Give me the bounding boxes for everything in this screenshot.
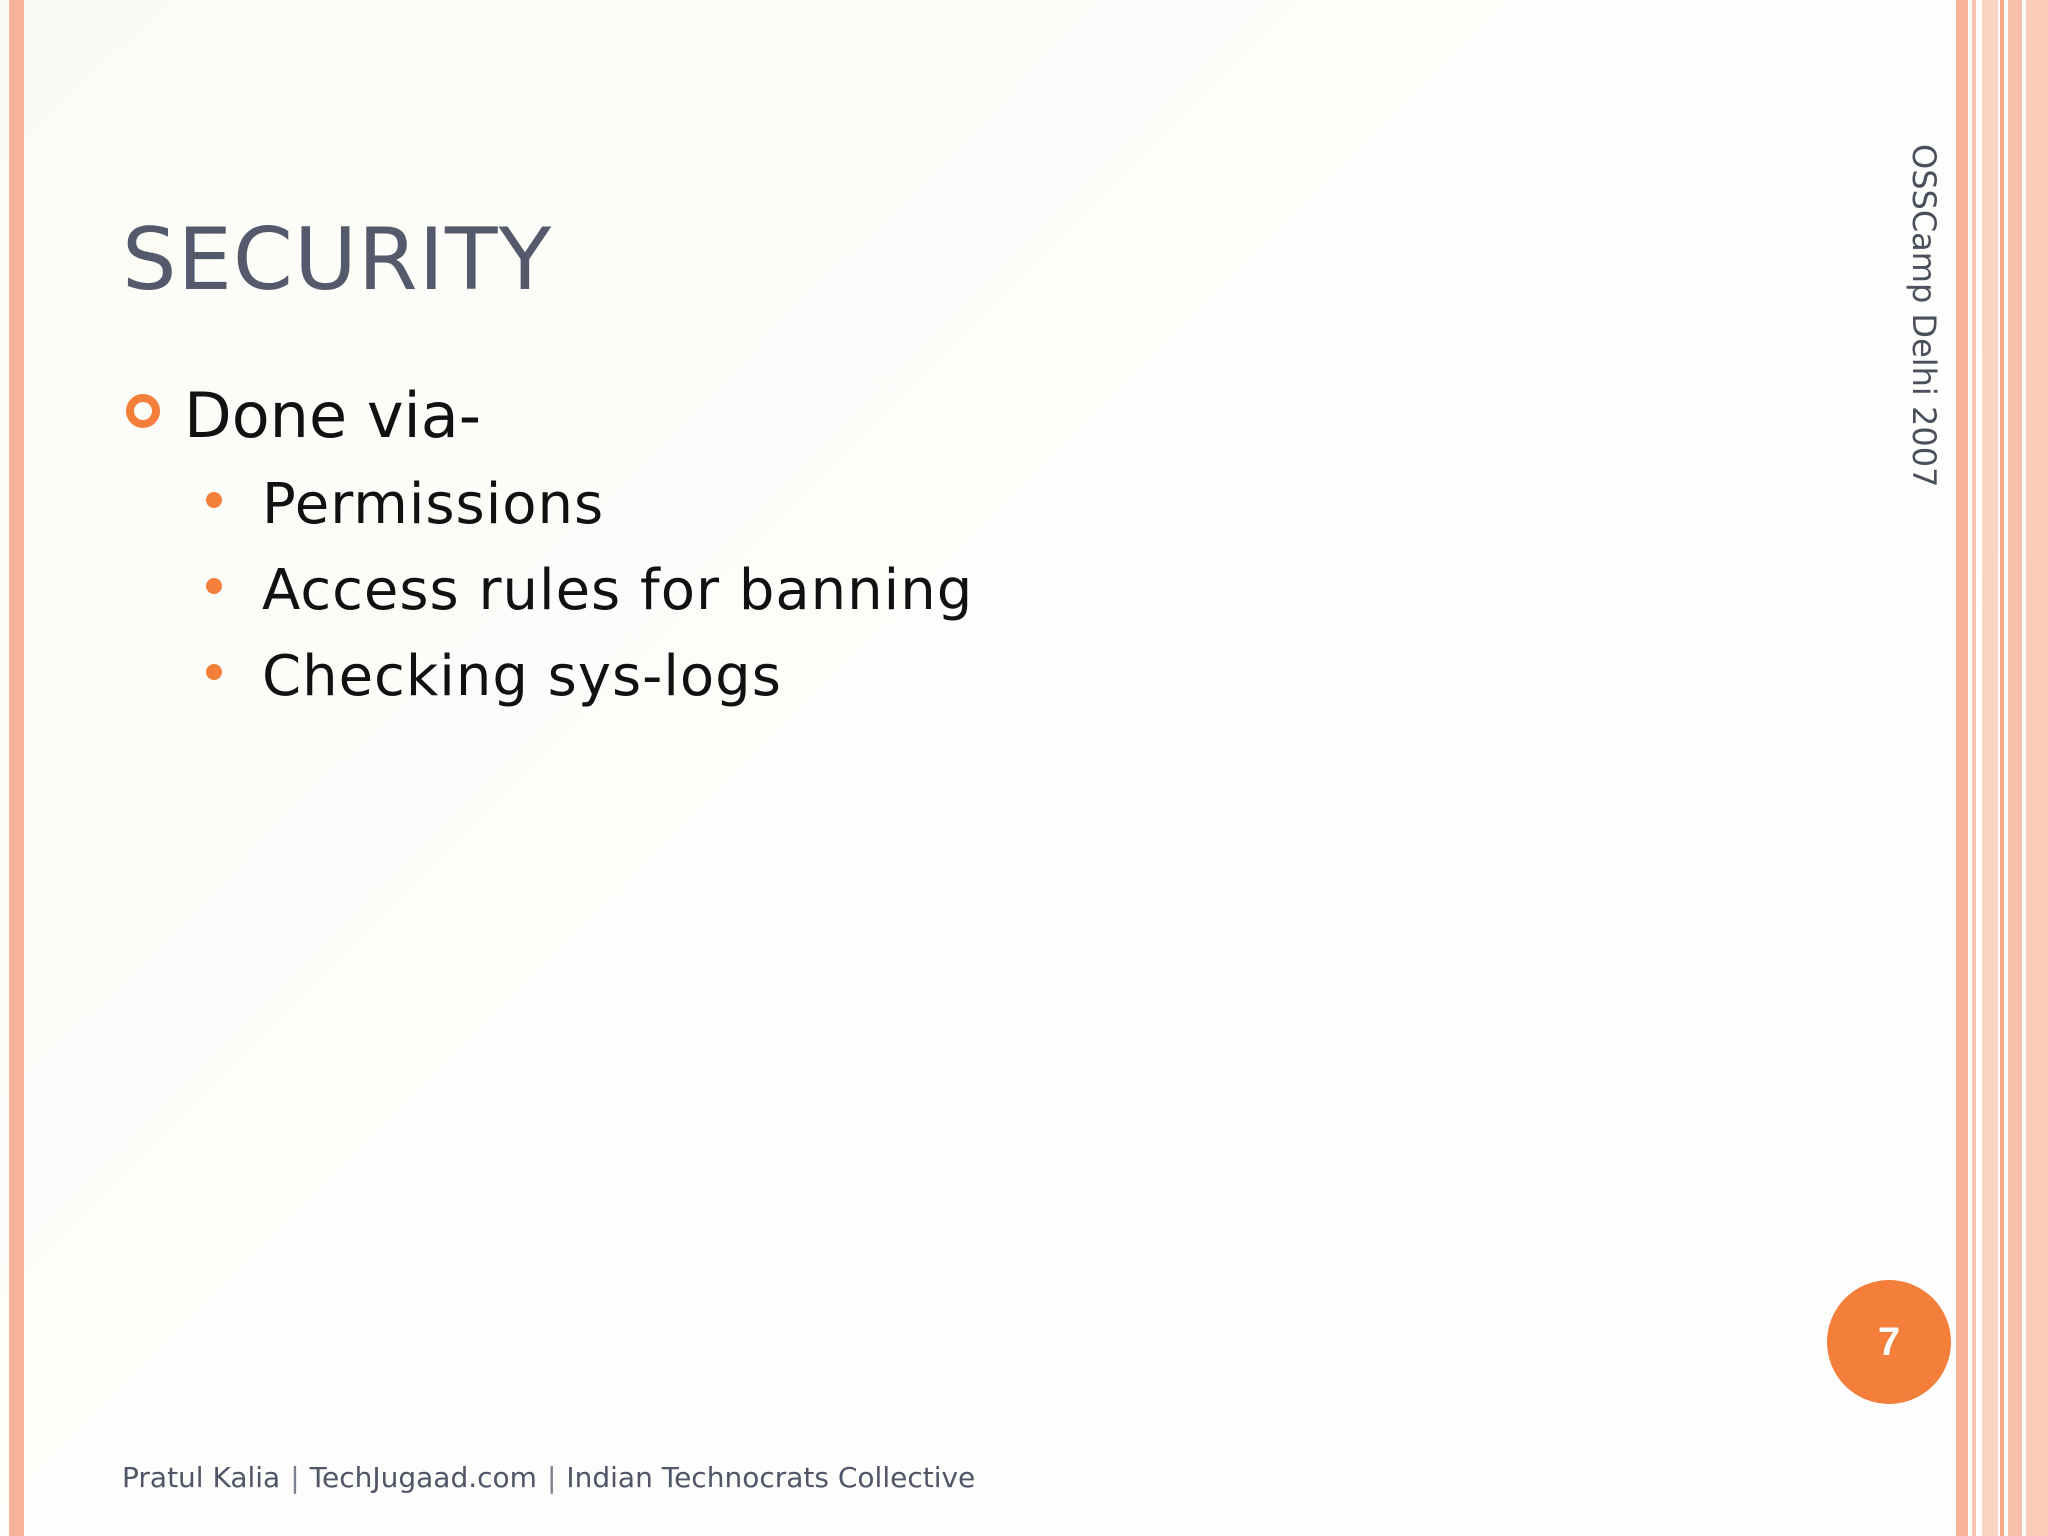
sub-bullet-item bbox=[206, 462, 973, 548]
sub-bullet-item bbox=[206, 634, 973, 720]
footer-site: TechJugaad.com bbox=[309, 1461, 537, 1494]
sub-bullet-text: Checking sys-logs bbox=[262, 644, 782, 709]
footer-separator: | bbox=[290, 1461, 300, 1494]
sub-bullet-text: Access rules for banning bbox=[262, 558, 974, 623]
sub-bullet-item bbox=[206, 548, 973, 634]
page-number-badge bbox=[1827, 1280, 1951, 1404]
slide-title: SECURITY bbox=[122, 210, 553, 310]
dot-bullet-icon bbox=[206, 664, 222, 680]
right-border-stripe bbox=[1982, 0, 1998, 1536]
bullet-level1 bbox=[126, 374, 481, 458]
footer-author: Pratul Kalia bbox=[122, 1461, 281, 1494]
sub-bullet-list bbox=[206, 462, 973, 720]
event-side-label: OSSCamp Delhi 2007 bbox=[1905, 144, 1943, 488]
ring-bullet-icon bbox=[126, 394, 160, 428]
right-border-stripe bbox=[2008, 0, 2022, 1536]
right-border-stripe bbox=[2026, 0, 2048, 1536]
dot-bullet-icon bbox=[206, 492, 222, 508]
right-border-stripe bbox=[2000, 0, 2004, 1536]
right-border-stripe bbox=[1972, 0, 1976, 1536]
sub-bullet-text: Permissions bbox=[262, 472, 605, 537]
page-number: 7 bbox=[1877, 1319, 1901, 1364]
right-border-stripe bbox=[1956, 0, 1968, 1536]
slide-footer bbox=[122, 1458, 975, 1498]
left-border-stripe bbox=[9, 0, 24, 1536]
footer-separator: | bbox=[546, 1461, 557, 1494]
dot-bullet-icon bbox=[206, 578, 222, 594]
bullet-level1-text: Done via- bbox=[184, 379, 482, 452]
footer-org: Indian Technocrats Collective bbox=[566, 1461, 976, 1494]
